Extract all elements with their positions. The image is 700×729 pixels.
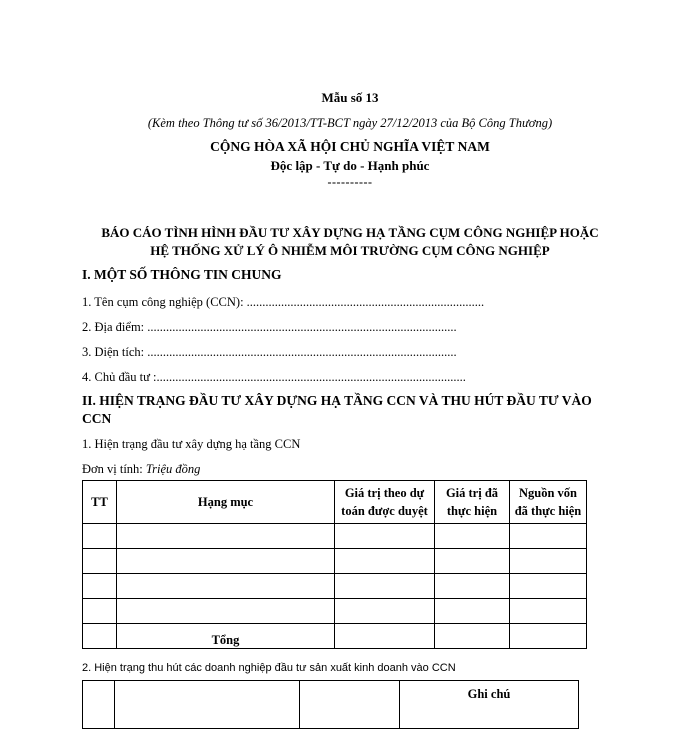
field-location: 2. Địa điểm: ................................................................................................... bbox=[82, 320, 457, 334]
country-name: CỘNG HÒA XÃ HỘI CHỦ NGHĨA VIỆT NAM bbox=[210, 139, 490, 154]
table-cell[interactable] bbox=[83, 549, 117, 574]
total-label: Tổng bbox=[117, 624, 335, 649]
report-title-line1: BÁO CÁO TÌNH HÌNH ĐẦU TƯ XÂY DỰNG HẠ TẦNG CỤM CÔNG NGHIỆP HOẶC bbox=[101, 225, 599, 240]
subsection2-title: 2. Hiện trạng thu hút các doanh nghiệp đầu tư sản xuất kinh doanh vào CCN bbox=[82, 662, 456, 674]
table-cell[interactable] bbox=[510, 574, 587, 599]
table-cell[interactable] bbox=[435, 524, 510, 549]
table-cell[interactable] bbox=[335, 624, 435, 649]
table-cell[interactable] bbox=[83, 574, 117, 599]
table-cell[interactable] bbox=[117, 574, 335, 599]
table-row bbox=[83, 549, 587, 574]
section1-heading: I. MỘT SỐ THÔNG TIN CHUNG bbox=[82, 267, 282, 282]
field-investor: 4. Chủ đầu tư :................................................................................................... bbox=[82, 370, 466, 384]
report-title-line2: HỆ THỐNG XỬ LÝ Ô NHIỄM MÔI TRƯỜNG CỤM CÔNG NGHIỆP bbox=[150, 243, 550, 258]
col-header-note: Ghi chú bbox=[400, 681, 579, 729]
unit-line bbox=[82, 462, 200, 477]
table-row bbox=[83, 599, 587, 624]
table-cell bbox=[300, 681, 400, 729]
table-cell[interactable] bbox=[510, 524, 587, 549]
table-cell[interactable] bbox=[435, 549, 510, 574]
table-cell bbox=[115, 681, 300, 729]
table-cell[interactable] bbox=[435, 599, 510, 624]
table-cell[interactable] bbox=[117, 549, 335, 574]
col-header-tt: TT bbox=[83, 481, 117, 524]
table-cell[interactable] bbox=[435, 624, 510, 649]
table-header-row bbox=[83, 681, 579, 729]
table-cell[interactable] bbox=[83, 524, 117, 549]
table-cell[interactable] bbox=[83, 599, 117, 624]
table-row bbox=[83, 574, 587, 599]
header-separator: ---------- bbox=[327, 175, 373, 189]
field-industrial-cluster-name: 1. Tên cụm công nghiệp (CCN): ............................................................................ bbox=[82, 295, 485, 309]
infrastructure-table bbox=[82, 480, 587, 649]
table-header-row bbox=[83, 481, 587, 524]
col-header-item: Hạng mục bbox=[117, 481, 335, 524]
table-cell[interactable] bbox=[510, 549, 587, 574]
table-cell bbox=[83, 681, 115, 729]
table-cell[interactable] bbox=[335, 599, 435, 624]
table-cell[interactable] bbox=[335, 574, 435, 599]
table-cell[interactable] bbox=[510, 624, 587, 649]
national-motto: Độc lập - Tự do - Hạnh phúc bbox=[270, 158, 430, 173]
form-number: Mẫu số 13 bbox=[321, 90, 379, 105]
enterprise-table bbox=[82, 680, 579, 729]
table-cell bbox=[83, 624, 117, 649]
attached-note: (Kèm theo Thông tư số 36/2013/TT-BCT ngày 27/12/2013 của Bộ Công Thương) bbox=[147, 116, 553, 130]
table-cell[interactable] bbox=[435, 574, 510, 599]
table-cell[interactable] bbox=[335, 524, 435, 549]
col-header-done: Giá trị đã thực hiện bbox=[435, 481, 510, 524]
subsection1-title: 1. Hiện trạng đầu tư xây dựng hạ tầng CCN bbox=[82, 437, 301, 451]
table-row bbox=[83, 524, 587, 549]
section2-heading: II. HIỆN TRẠNG ĐẦU TƯ XÂY DỰNG HẠ TẦNG CCN VÀ THU HÚT ĐẦU TƯ VÀO bbox=[82, 393, 592, 408]
col-header-fund: Nguồn vốn đã thực hiện bbox=[510, 481, 587, 524]
table-total-row bbox=[83, 624, 587, 649]
table-cell[interactable] bbox=[335, 549, 435, 574]
unit-value: Triệu đồng bbox=[145, 462, 201, 476]
table-cell[interactable] bbox=[510, 599, 587, 624]
section2-heading-cont: CCN bbox=[82, 411, 112, 426]
table-cell[interactable] bbox=[117, 524, 335, 549]
col-header-estimate: Giá trị theo dự toán được duyệt bbox=[335, 481, 435, 524]
unit-label: Đơn vị tính: bbox=[82, 462, 146, 476]
field-area: 3. Diện tích: ................................................................................................... bbox=[82, 345, 457, 359]
table-cell[interactable] bbox=[117, 599, 335, 624]
